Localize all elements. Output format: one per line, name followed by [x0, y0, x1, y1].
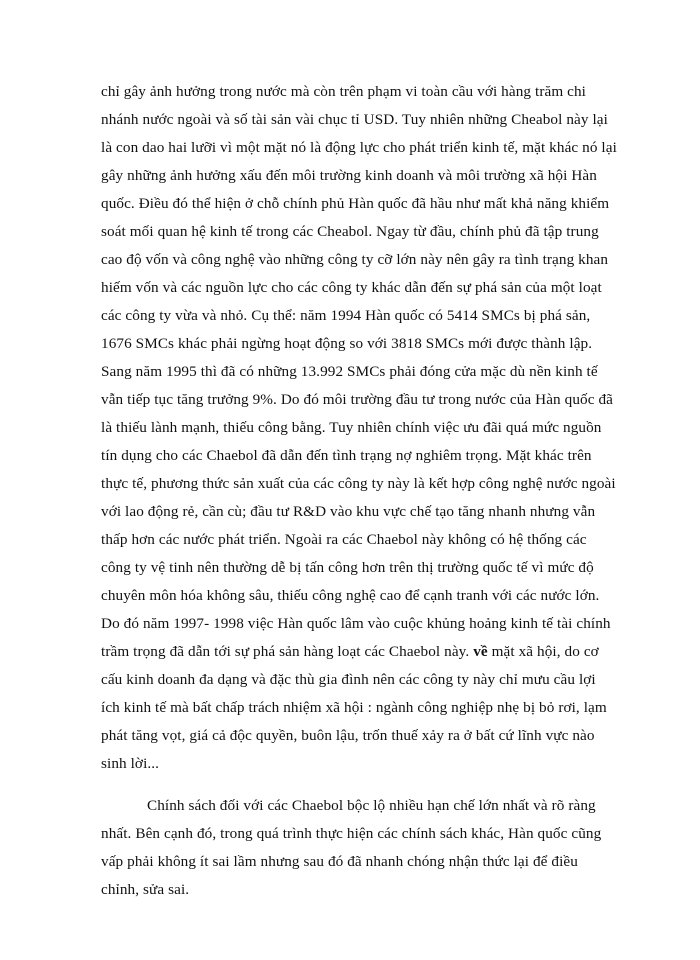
text-line: soát mối quan hệ kinh tế trong các Cheabol. Ngay từ đầu, chính phủ đã tập trung: [101, 223, 599, 240]
text-line: các công ty vừa và nhỏ. Cụ thể: năm 1994 Hàn quốc có 5414 SMCs bị phá sản,: [101, 307, 591, 324]
text-line: cao độ vốn và công nghệ vào những công ty cỡ lớn này nên gây ra tình trạng khan: [101, 251, 609, 268]
text-line: nhánh nước ngoài và số tài sản vài chục tỉ USD. Tuy nhiên những Cheabol này lại: [101, 111, 608, 128]
text-line: Do đó năm 1997- 1998 việc Hàn quốc lâm vào cuộc khủng hoảng kinh tế tài chính: [101, 615, 611, 632]
text-segment: mặt xã hội, do cơ: [487, 643, 599, 660]
text-segment: trầm trọng đã dẫn tới sự phá sản hàng loạt các Chaebol này.: [101, 643, 470, 660]
text-line: Sang năm 1995 thì đã có những 13.992 SMCs phải đóng cửa mặc dù nền kinh tế: [101, 363, 598, 380]
text-line: Chính sách đối với các Chaebol bộc lộ nhiều hạn chế lớn nhất và rõ ràng: [147, 797, 596, 814]
text-line: hiếm vốn và các nguồn lực cho các công ty khác dẫn đến sự phá sản của một loạt: [101, 279, 602, 296]
text-line: thấp hơn các nước phát triển. Ngoài ra các Chaebol này không có hệ thống các: [101, 531, 587, 548]
text-line: với lao động rẻ, cần cù; đầu tư R&D vào khu vực chế tạo tăng nhanh nhưng vẫn: [101, 503, 596, 520]
text-line: phát tăng vọt, giá cả độc quyền, buôn lậu, trốn thuế xảy ra ở bất cứ lĩnh vực nào: [101, 727, 595, 744]
text-line: gây những ảnh hưởng xấu đến môi trường kinh doanh và môi trường xã hội Hàn: [101, 167, 597, 184]
text-line: [101, 642, 599, 662]
text-line: vẫn tiếp tục tăng trưởng 9%. Do đó môi trường đầu tư trong nước của Hàn quốc đã: [101, 391, 613, 408]
text-line: là thiếu lành mạnh, thiếu công bằng. Tuy nhiên chính việc ưu đãi quá mức nguồn: [101, 419, 602, 436]
text-line: chuyên môn hóa không sâu, thiếu công nghệ cao để cạnh tranh với các nước lớn.: [101, 587, 600, 604]
text-line: tín dụng cho các Chaebol đã dẫn đến tình trạng nợ nghiêm trọng. Mặt khác trên: [101, 447, 592, 464]
text-line: quốc. Điều đó thể hiện ở chỗ chính phủ Hàn quốc đã hầu như mất khả năng khiểm: [101, 195, 610, 212]
text-line: là con dao hai lưỡi vì một mặt nó là động lực cho phát triển kinh tế, mặt khác nó lại: [101, 139, 617, 156]
text-line: ích kinh tế mà bất chấp trách nhiệm xã hội : ngành công nghiệp nhẹ bị bỏ rơi, lạm: [101, 699, 607, 716]
text-line: 1676 SMCs khác phải ngừng hoạt động so với 3818 SMCs mới được thành lập.: [101, 335, 593, 352]
text-line: chỉ gây ảnh hưởng trong nước mà còn trên phạm vi toàn cầu với hàng trăm chi: [101, 83, 586, 100]
text-line: nhất. Bên cạnh đó, trong quá trình thực hiện các chính sách khác, Hàn quốc cũng: [101, 825, 602, 842]
text-line: công ty vệ tinh nên thường dễ bị tấn công hơn trên thị trường quốc tế vì mức độ: [101, 559, 594, 576]
text-line: sinh lời...: [101, 755, 160, 772]
text-line: cấu kinh doanh đa dạng và đặc thù gia đình nên các công ty này chỉ mưu cầu lợi: [101, 671, 596, 688]
text-line: thực tế, phương thức sản xuất của các công ty này là kết hợp công nghệ nước ngoài: [101, 475, 616, 492]
text-line: vấp phải không ít sai lầm nhưng sau đó đã nhanh chóng nhận thức lại để điều: [101, 853, 578, 870]
text-line: chỉnh, sửa sai.: [101, 881, 190, 898]
bold-word: về: [473, 643, 488, 660]
